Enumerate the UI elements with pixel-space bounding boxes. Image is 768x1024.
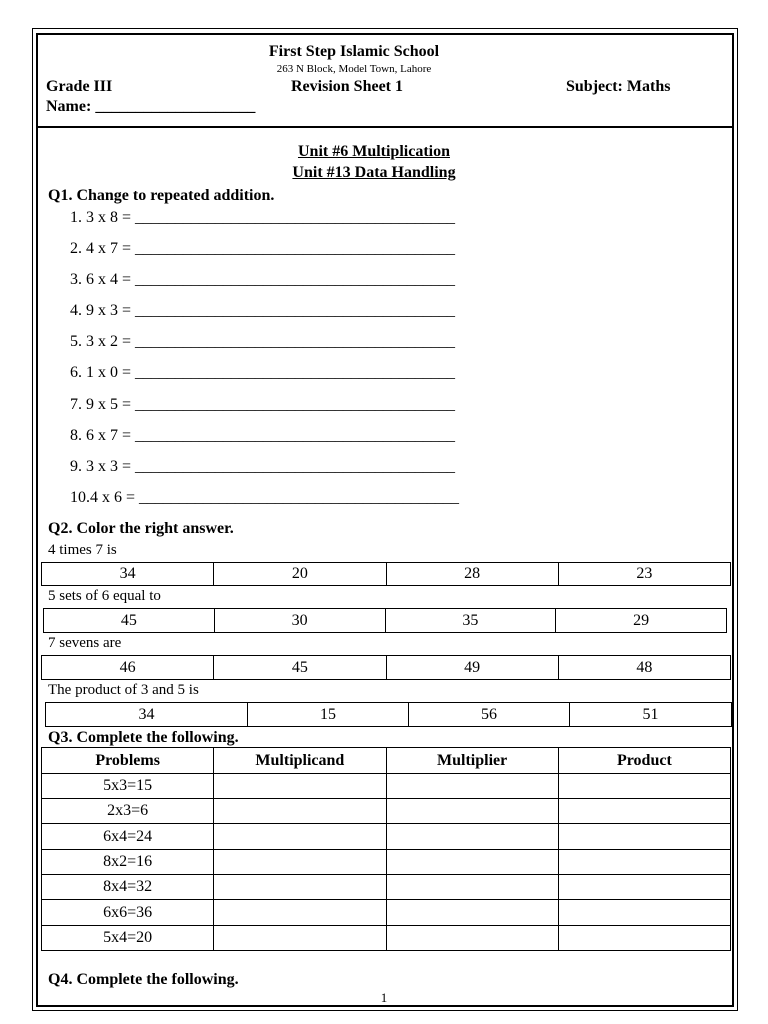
multiplicand-cell[interactable] — [214, 850, 386, 875]
product-cell[interactable] — [558, 824, 730, 850]
name-field: Name: ____________________ — [46, 98, 256, 115]
answer-option[interactable]: 35 — [385, 609, 556, 633]
column-header: Multiplier — [386, 748, 558, 774]
problem-cell: 8x2=16 — [42, 850, 214, 875]
grade-label: Grade III — [46, 78, 113, 95]
q1-item: 10.4 x 6 = ________________________________________ — [70, 489, 460, 506]
subject-label: Subject: Maths — [566, 78, 671, 95]
answer-option[interactable]: 45 — [44, 609, 215, 633]
table-row — [42, 900, 731, 926]
product-cell[interactable] — [558, 900, 730, 926]
problem-cell: 5x4=20 — [42, 926, 214, 951]
multiplier-cell[interactable] — [386, 774, 558, 799]
q1-item: 9. 3 x 3 = ________________________________________ — [70, 458, 456, 475]
multiplicand-cell[interactable] — [214, 799, 386, 824]
column-header: Multiplicand — [214, 748, 386, 774]
q2-title: Q2. Color the right answer. — [48, 520, 234, 537]
multiplicand-cell[interactable] — [214, 900, 386, 926]
multiplier-cell[interactable] — [386, 926, 558, 951]
multiplicand-cell[interactable] — [214, 774, 386, 799]
school-address: 263 N Block, Model Town, Lahore — [276, 63, 432, 75]
multiplier-cell[interactable] — [386, 850, 558, 875]
answer-option[interactable]: 20 — [214, 563, 386, 586]
multiplier-cell[interactable] — [386, 900, 558, 926]
q1-item: 7. 9 x 5 = ________________________________________ — [70, 396, 456, 413]
answer-option[interactable]: 56 — [409, 703, 570, 727]
answer-option[interactable]: 34 — [46, 703, 248, 727]
answer-option[interactable]: 28 — [386, 563, 558, 586]
answer-option[interactable]: 34 — [42, 563, 214, 586]
q3-title: Q3. Complete the following. — [48, 729, 239, 746]
unit-title-2: Unit #13 Data Handling — [292, 164, 456, 181]
problem-cell: 6x4=24 — [42, 824, 214, 850]
column-header: Problems — [42, 748, 214, 774]
product-cell[interactable] — [558, 875, 730, 900]
column-header: Product — [558, 748, 730, 774]
q1-item: 2. 4 x 7 = ________________________________________ — [70, 240, 456, 257]
table-row — [42, 875, 731, 900]
q2-options-table — [41, 562, 731, 586]
q1-item: 6. 1 x 0 = ________________________________________ — [70, 364, 456, 381]
answer-option[interactable]: 23 — [558, 563, 730, 586]
answer-option[interactable]: 45 — [214, 656, 386, 680]
q1-title: Q1. Change to repeated addition. — [48, 187, 275, 204]
answer-option[interactable]: 48 — [558, 656, 730, 680]
answer-option[interactable]: 46 — [42, 656, 214, 680]
answer-option[interactable]: 29 — [556, 609, 727, 633]
q2-prompt: 5 sets of 6 equal to — [48, 588, 161, 604]
product-cell[interactable] — [558, 774, 730, 799]
q3-table — [41, 747, 731, 951]
q2-prompt: 7 sevens are — [48, 635, 122, 651]
q2-options-table — [45, 702, 732, 727]
multiplier-cell[interactable] — [386, 875, 558, 900]
problem-cell: 6x6=36 — [42, 900, 214, 926]
school-name: First Step Islamic School — [268, 43, 440, 60]
q1-item: 5. 3 x 2 = ________________________________________ — [70, 333, 456, 350]
multiplicand-cell[interactable] — [214, 824, 386, 850]
problem-cell: 2x3=6 — [42, 799, 214, 824]
q2-options-table — [41, 655, 731, 680]
table-row — [42, 799, 731, 824]
page-number: 1 — [380, 990, 388, 1005]
q1-item: 3. 6 x 4 = ________________________________________ — [70, 271, 456, 288]
table-row — [42, 824, 731, 850]
product-cell[interactable] — [558, 926, 730, 951]
table-row — [42, 926, 731, 951]
answer-option[interactable]: 49 — [386, 656, 558, 680]
product-cell[interactable] — [558, 799, 730, 824]
table-row — [42, 850, 731, 875]
sheet-title: Revision Sheet 1 — [291, 78, 403, 95]
problem-cell: 8x4=32 — [42, 875, 214, 900]
multiplier-cell[interactable] — [386, 799, 558, 824]
header-divider — [38, 126, 733, 128]
q2-prompt: The product of 3 and 5 is — [48, 682, 199, 698]
table-row — [42, 774, 731, 799]
q1-item: 1. 3 x 8 = ________________________________________ — [70, 209, 456, 226]
q1-item: 8. 6 x 7 = ________________________________________ — [70, 427, 456, 444]
q2-options-table — [43, 608, 727, 633]
problem-cell: 5x3=15 — [42, 774, 214, 799]
q2-prompt: 4 times 7 is — [48, 542, 117, 558]
unit-title-1: Unit #6 Multiplication — [297, 143, 450, 160]
answer-option[interactable]: 15 — [248, 703, 409, 727]
table-header-row — [42, 748, 731, 774]
product-cell[interactable] — [558, 850, 730, 875]
multiplicand-cell[interactable] — [214, 875, 386, 900]
answer-option[interactable]: 51 — [570, 703, 732, 727]
answer-option[interactable]: 30 — [214, 609, 385, 633]
multiplicand-cell[interactable] — [214, 926, 386, 951]
q4-title: Q4. Complete the following. — [48, 971, 239, 988]
multiplier-cell[interactable] — [386, 824, 558, 850]
q1-item: 4. 9 x 3 = ________________________________________ — [70, 302, 456, 319]
